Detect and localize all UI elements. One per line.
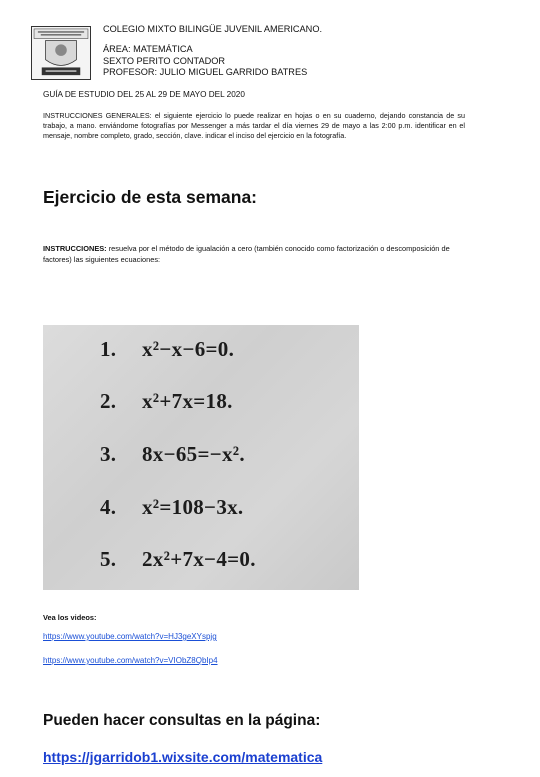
equation-number: 2. <box>100 389 117 413</box>
equation-number: 1. <box>100 337 117 361</box>
video-link-1[interactable]: https://www.youtube.com/watch?v=HJ3geXYspjg <box>43 632 217 641</box>
equation-expression: x²+7x=18. <box>142 389 233 413</box>
school-crest-icon <box>32 27 90 79</box>
equation-number: 4. <box>100 495 117 519</box>
grade-label: SEXTO PERITO CONTADOR <box>103 56 226 66</box>
video-link-2[interactable]: https://www.youtube.com/watch?v=VIObZ8QbIp4 <box>43 656 218 665</box>
equation-item <box>100 495 243 520</box>
equation-item <box>100 337 234 362</box>
guide-date: GUÍA DE ESTUDIO DEL 25 AL 29 DE MAYO DEL 2020 <box>43 90 245 99</box>
equation-number: 3. <box>100 442 117 466</box>
general-instructions: INSTRUCCIONES GENERALES: el siguiente ejercicio lo puede realizar en hojas o en su cuaderno, dejando constancia de su trabajo, a mano. enviándome fotografías por Messenger a más tardar el día viernes 29 de mayo a las 2:00 p.m. identificar en el mensaje, nombre completo, grado, sección, clave. indicar el inciso del ejercicio en la fotografía. <box>43 111 465 140</box>
equation-item <box>100 547 256 572</box>
exercise-instructions <box>43 244 463 265</box>
equations-photo <box>43 325 359 590</box>
site-link[interactable]: https://jgarridob1.wixsite.com/matematica <box>43 749 323 765</box>
instructions-label: INSTRUCCIONES: <box>43 244 107 253</box>
videos-label: Vea los videos: <box>43 613 97 622</box>
equation-expression: x²−x−6=0. <box>142 337 235 361</box>
instructions-text: resuelva por el método de igualación a cero (también conocido como factorización o descomposición de factores) las siguientes ecuaciones: <box>43 244 450 264</box>
equation-expression: 8x−65=−x². <box>142 442 245 466</box>
equation-item <box>100 442 245 467</box>
school-name: COLEGIO MIXTO BILINGÜE JUVENIL AMERICANO. <box>103 24 323 34</box>
exercise-title: Ejercicio de esta semana: <box>43 187 257 207</box>
equation-item <box>100 389 233 414</box>
subject-area: ÁREA: MATEMÁTICA <box>103 44 193 54</box>
equation-number: 5. <box>100 547 117 571</box>
equation-expression: 2x²+7x−4=0. <box>142 547 256 571</box>
teacher-name: PROFESOR: JULIO MIGUEL GARRIDO BATRES <box>103 67 308 77</box>
consult-title: Pueden hacer consultas en la página: <box>43 712 321 729</box>
school-logo <box>31 26 91 80</box>
equation-expression: x²=108−3x. <box>142 495 244 519</box>
